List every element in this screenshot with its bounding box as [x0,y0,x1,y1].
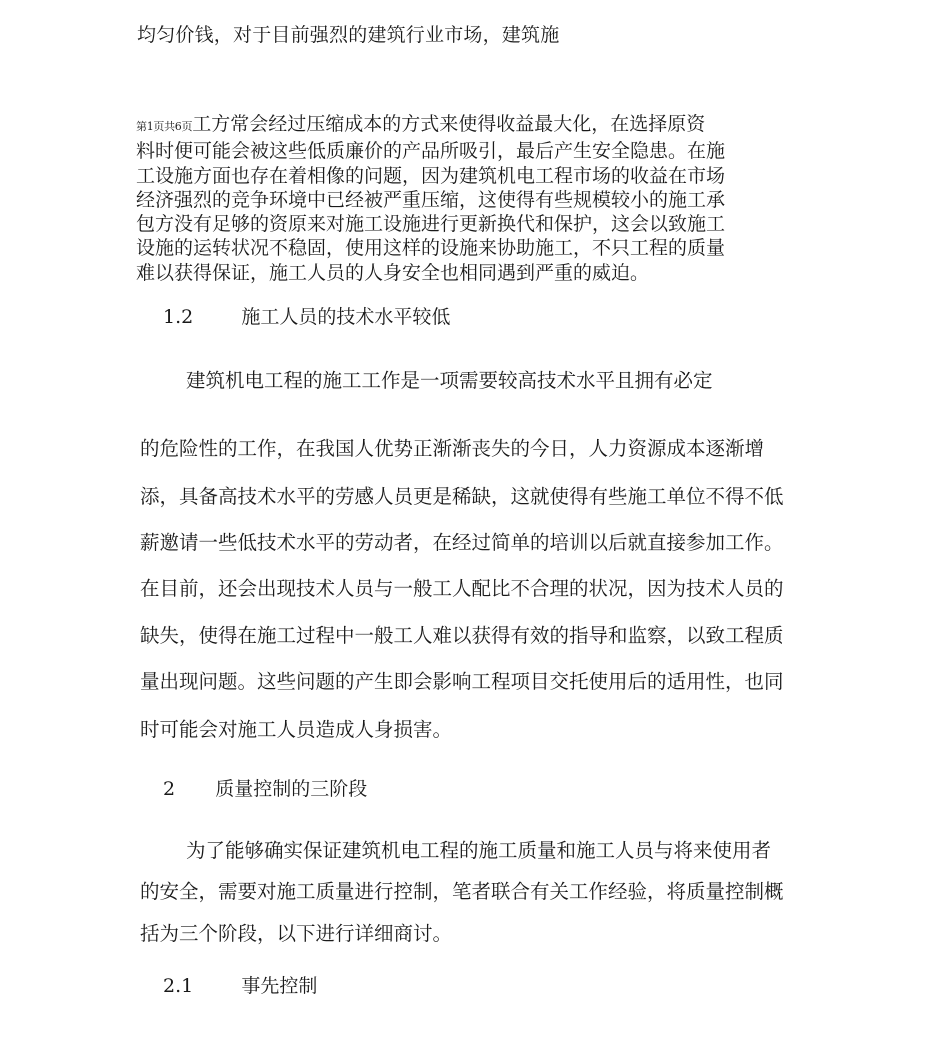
paragraph-2-line-8: 时可能会对施工人员造成人身损害。 [140,718,453,741]
paragraph-2-line-2: 的危险性的工作，在我国人优势正渐渐丧失的今日，人力资源成本逐渐增 [140,437,765,460]
paragraph-1-line-1: 第1页共6页工方常会经过压缩成本的方式来使得收益最大化，在选择原资 [136,113,706,135]
paragraph-2-line-1: 建筑机电工程的施工工作是一项需要较高技术水平且拥有必定 [186,369,713,392]
page-label: 第1页共6页 [136,120,193,133]
paragraph-2-line-5: 在目前，还会出现技术人员与一般工人配比不合理的状况，因为技术人员的 [140,577,784,600]
heading-number: 2 [163,778,176,800]
heading-title: 事先控制 [241,975,318,997]
heading-title: 质量控制的三阶段 [215,778,368,800]
paragraph-1-line-3: 工设施方面也存在着相像的问题，因为建筑机电工程市场的收益在市场 [136,164,726,187]
heading-1-2 [163,302,450,329]
paragraph-2-line-4: 薪邀请一些低技术水平的劳动者，在经过简单的培训以后就直接参加工作。 [140,531,784,554]
heading-2 [163,774,367,801]
paragraph-2-line-7: 量出现问题。这些问题的产生即会影响工程项目交托使用后的适用性，也同 [140,670,784,693]
heading-2-1 [163,971,317,998]
paragraph-2-line-6: 缺失，使得在施工过程中一般工人难以获得有效的指导和监察，以致工程质 [140,624,784,647]
paragraph-1-line-7: 难以获得保证，施工人员的人身安全也相同遇到严重的威迫。 [136,261,650,284]
paragraph-1 [136,112,786,285]
heading-title: 施工人员的技术水平较低 [241,306,451,328]
paragraph-3-line-2: 的安全，需要对施工质量进行控制，笔者联合有关工作经验，将质量控制概 [140,880,784,903]
paragraph-3-line-1: 为了能够确实保证建筑机电工程的施工质量和施工人员与将来使用者 [186,839,772,862]
paragraph-1-line-6: 设施的运转状况不稳固，使用这样的设施来协助施工，不只工程的质量 [136,237,726,260]
paragraph-3-line-3: 括为三个阶段，以下进行详细商讨。 [140,922,453,945]
top-line: 均匀价钱，对于目前强烈的建筑行业市场，建筑施 [137,24,560,46]
heading-number: 1.2 [163,306,194,328]
heading-number: 2.1 [163,975,194,997]
paragraph-1-line-2: 料时便可能会被这些低质廉价的产品所吸引，最后产生安全隐患。在施 [136,140,726,163]
paragraph-2-line-3: 添，具备高技术水平的劳感人员更是稀缺，这就使得有些施工单位不得不低 [140,485,784,508]
paragraph-1-line-4: 经济强烈的竞争环境中已经被严重压缩，这使得有些规模较小的施工承 [136,188,726,211]
paragraph-1-line-5: 包方没有足够的资原来对施工设施进行更新换代和保护，这会以致施工 [136,213,726,236]
